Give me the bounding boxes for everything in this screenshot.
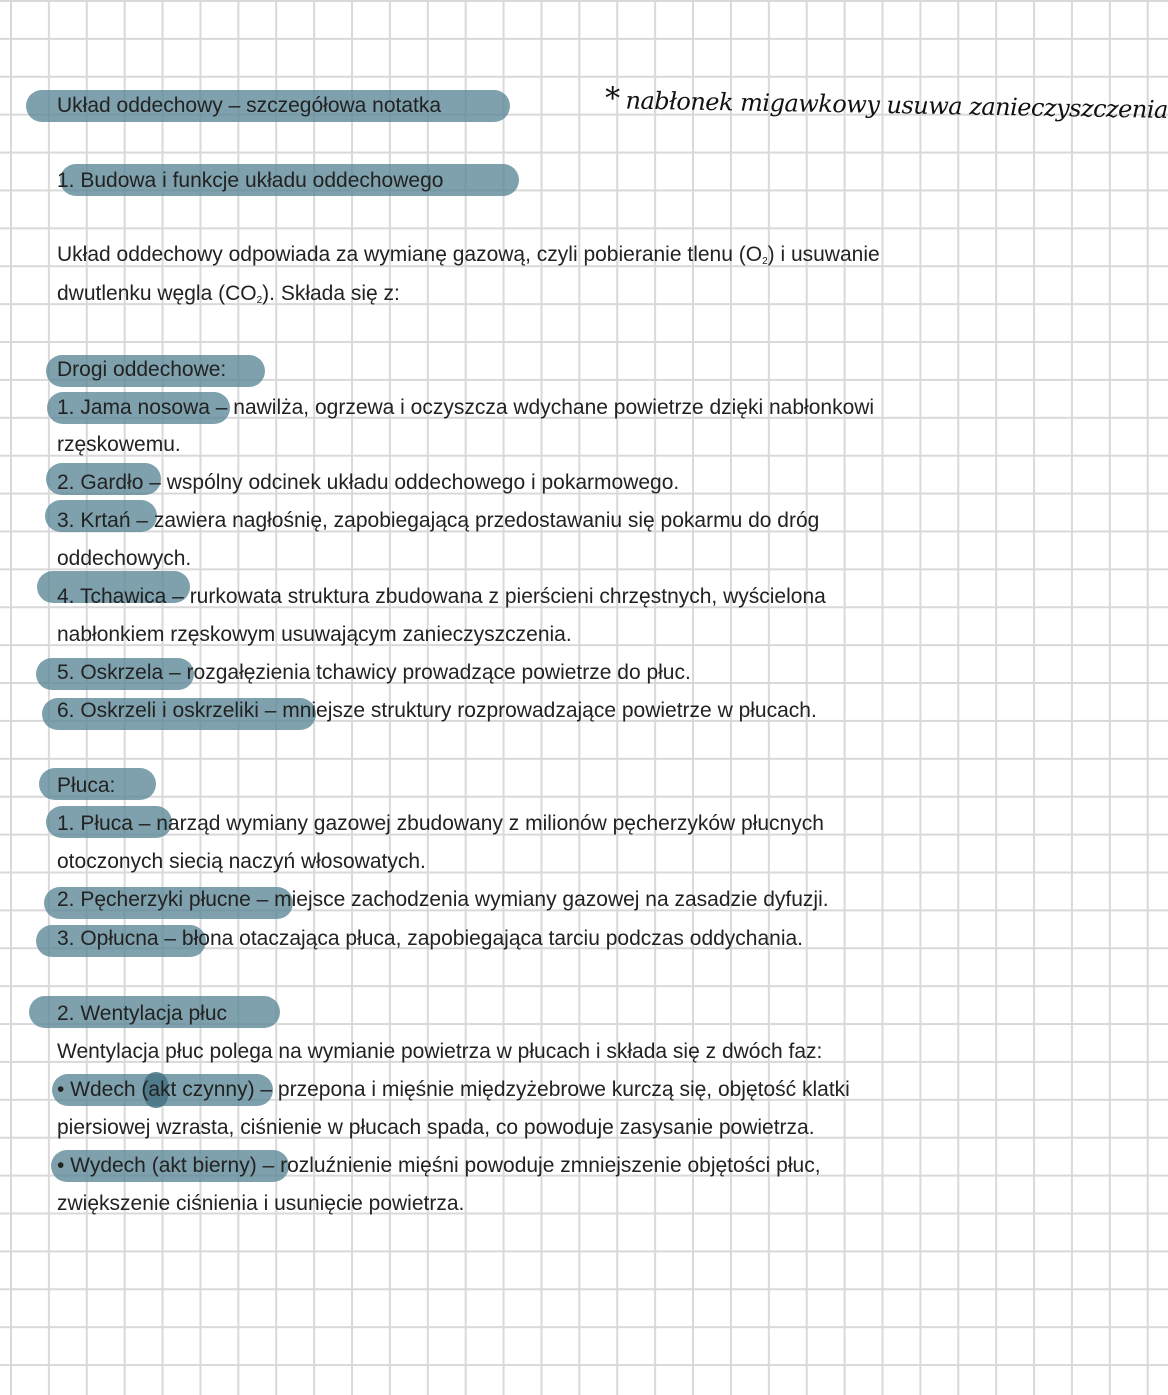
handwritten-note: * nabłonek migawkowy usuwa zanieczyszczenia <box>604 81 1168 124</box>
lungs-heading: Płuca: <box>57 774 116 797</box>
phase-item-2-cont: zwiększenie ciśnienia i usunięcie powietrza. <box>57 1192 465 1215</box>
airway-item-1-cont: rzęskowemu. <box>57 433 181 456</box>
lung-item-1-cont: otoczonych siecią naczyń włosowatych. <box>57 850 426 873</box>
lung-item-1: 1. Płuca – narząd wymiany gazowej zbudowany z milionów pęcherzyków płucnych <box>57 812 824 835</box>
section1-intro-line1: Układ oddechowy odpowiada za wymianę gazową, czyli pobieranie tlenu $(O_2)$ i usuwanie <box>57 243 880 267</box>
airway-item-3-cont: oddechowych. <box>57 547 192 570</box>
airway-item-4: 4. Tchawica – rurkowata struktura zbudowana z pierścieni chrzęstnych, wyścielona <box>57 585 826 608</box>
phase-item-1-cont: piersiowej wzrasta, ciśnienie w płucach spada, co powoduje zasysanie powietrza. <box>57 1116 815 1139</box>
section2-intro: Wentylacja płuc polega na wymianie powietrza w płucach i składa się z dwóch faz: <box>57 1040 823 1063</box>
airway-item-6: 6. Oskrzeli i oskrzeliki – mniejsze struktury rozprowadzające powietrze w płucach. <box>57 699 817 722</box>
phase-item-1: • Wdech (akt czynny) – przepona i mięśnie międzyżebrowe kurczą się, objętość klatki <box>57 1078 850 1101</box>
section1-heading: 1. Budowa i funkcje układu oddechowego <box>57 169 444 192</box>
airway-item-2: 2. Gardło – wspólny odcinek układu oddechowego i pokarmowego. <box>57 471 680 494</box>
phase-item-2: • Wydech (akt bierny) – rozluźnienie mięśni powoduje zmniejszenie objętości płuc, <box>57 1154 821 1177</box>
lung-item-3: 3. Opłucna – błona otaczająca płuca, zapobiegająca tarciu podczas oddychania. <box>57 927 804 950</box>
airway-item-4-cont: nabłonkiem rzęskowym usuwającym zanieczyszczenia. <box>57 623 572 646</box>
section1-intro-line2: dwutlenku węgla $(CO_2)$. Składa się z: <box>57 282 400 306</box>
airway-item-1: 1. Jama nosowa – nawilża, ogrzewa i oczyszcza wdychane powietrze dzięki nabłonkowi <box>57 396 875 419</box>
airway-item-5: 5. Oskrzela – rozgałęzienia tchawicy prowadzące powietrze do płuc. <box>57 661 691 684</box>
section2-heading: 2. Wentylacja płuc <box>57 1002 228 1025</box>
page-title: Układ oddechowy – szczegółowa notatka <box>57 94 442 117</box>
lung-item-2: 2. Pęcherzyki płucne – miejsce zachodzenia wymiany gazowej na zasadzie dyfuzji. <box>57 888 829 911</box>
airway-item-3: 3. Krtań – zawiera nagłośnię, zapobiegającą przedostawaniu się pokarmu do dróg <box>57 509 820 532</box>
airways-heading: Drogi oddechowe: <box>57 358 227 381</box>
